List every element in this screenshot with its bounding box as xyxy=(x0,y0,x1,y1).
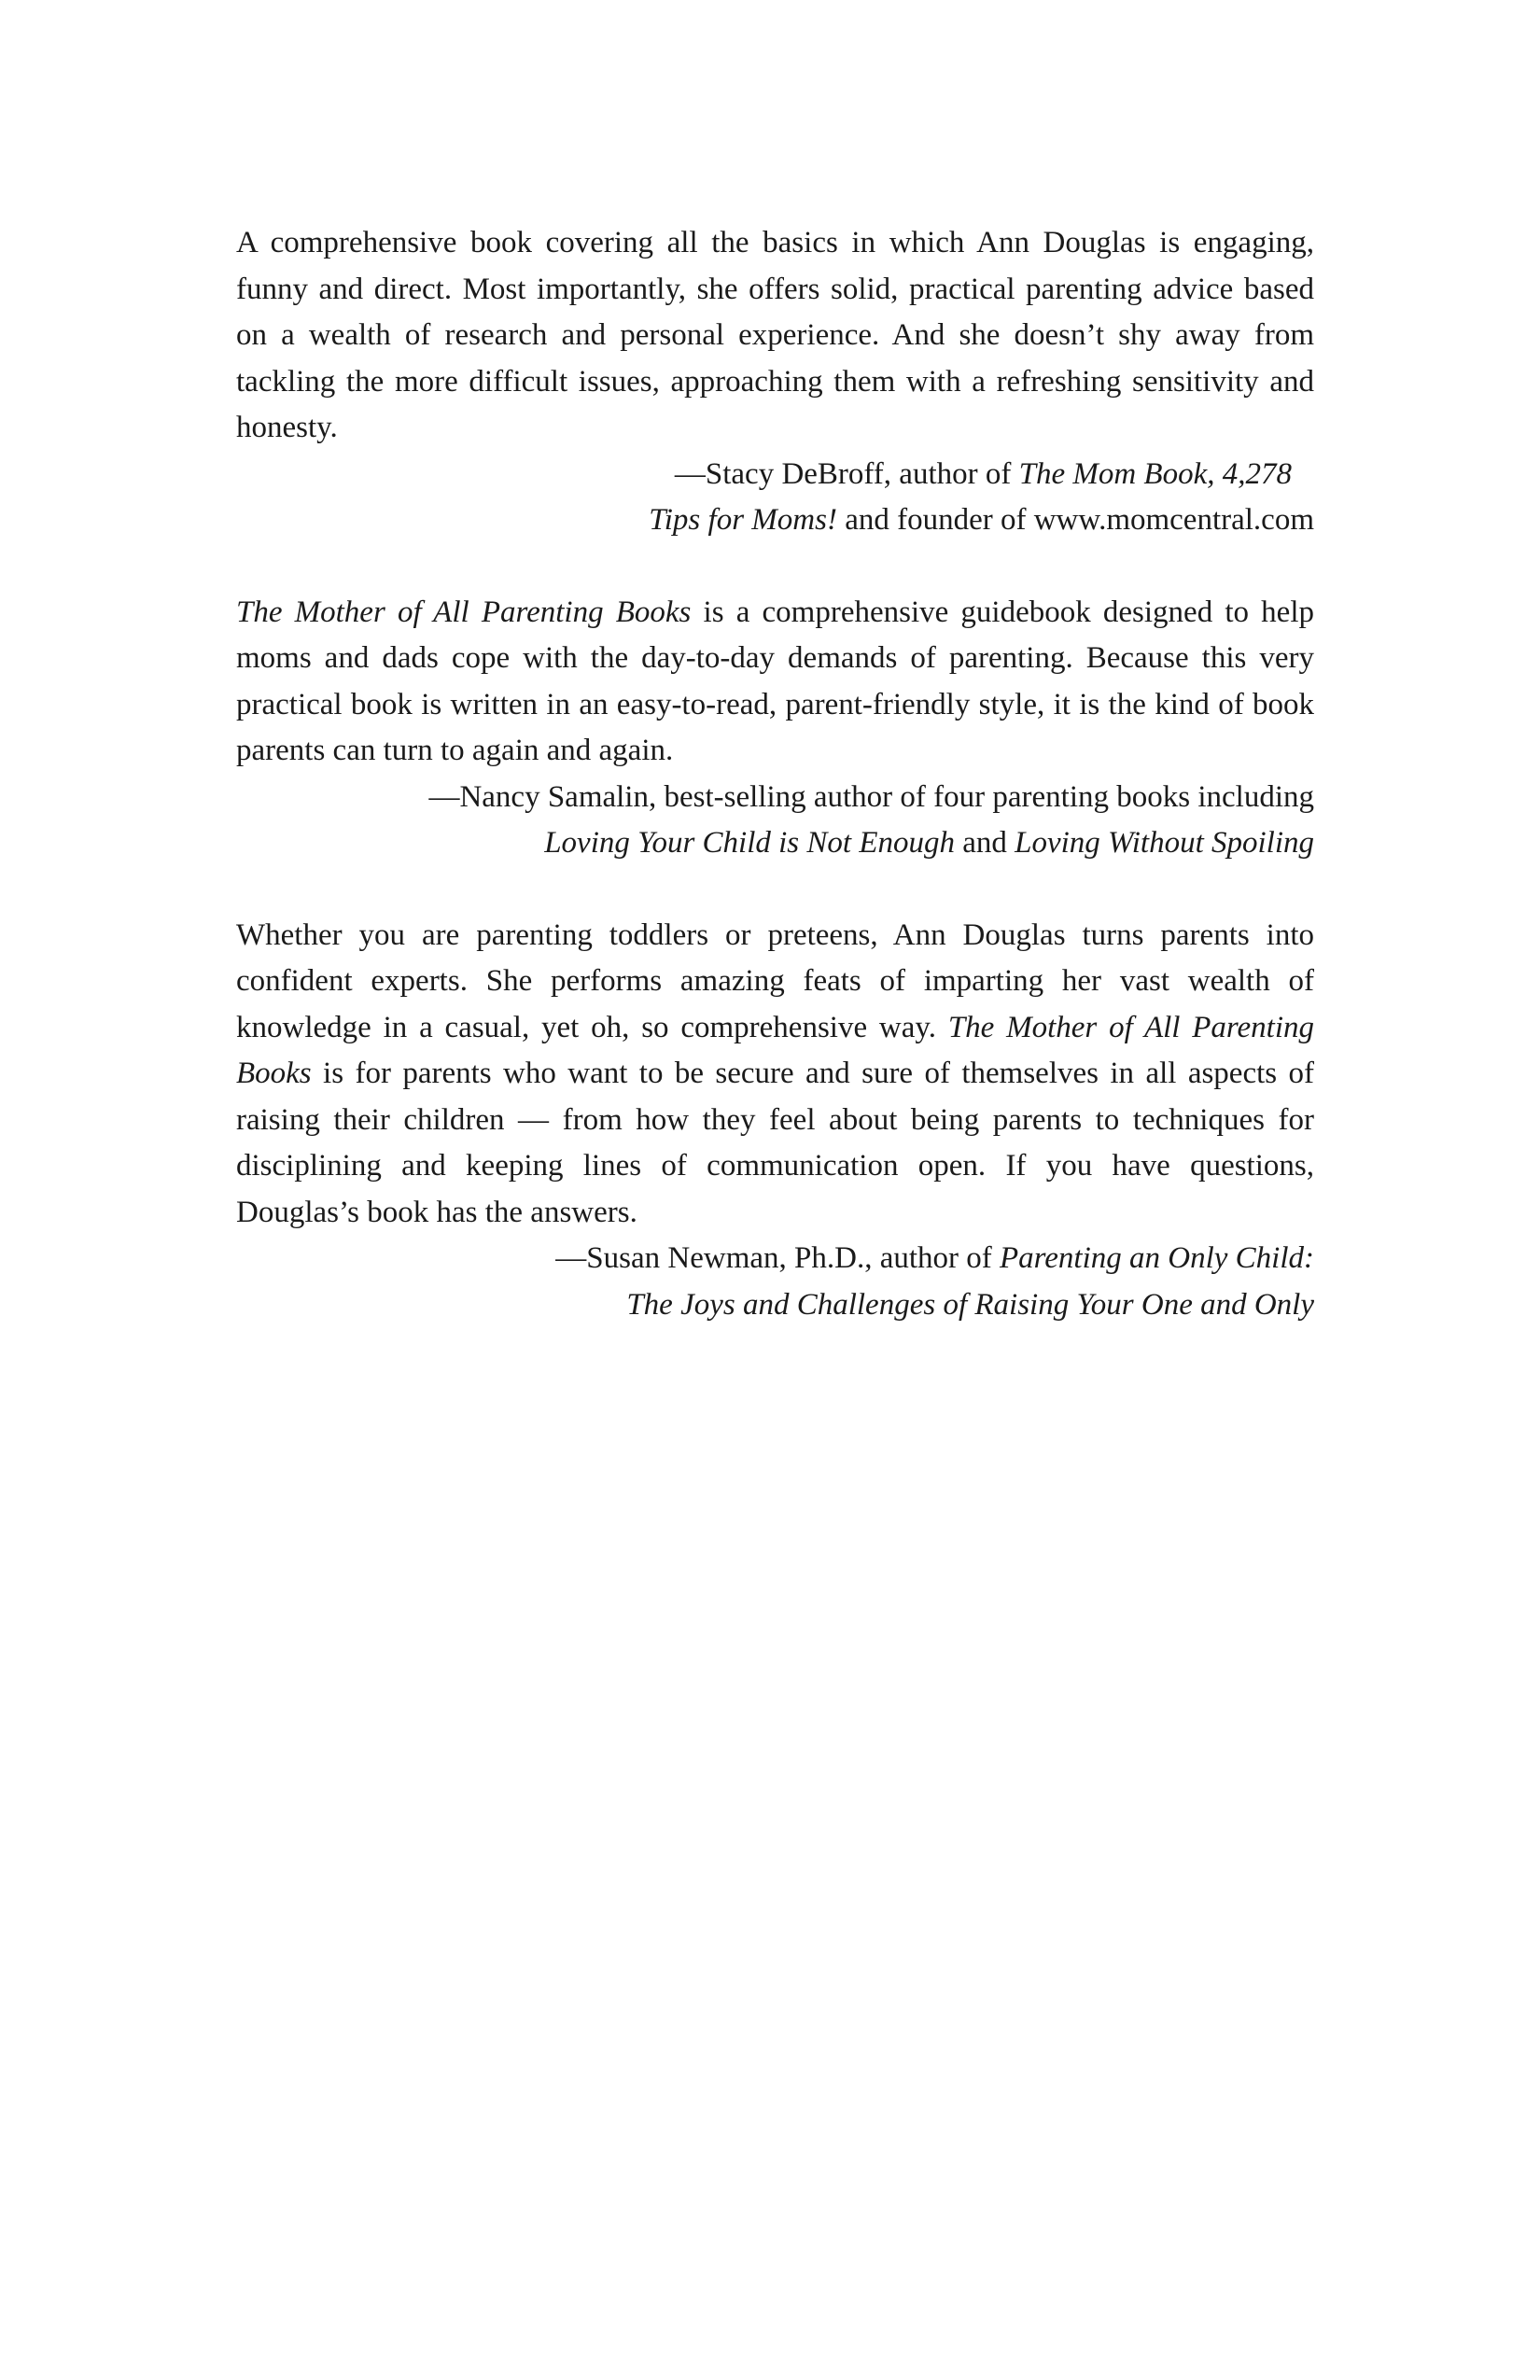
book-title: The Mother of All Parenting Books xyxy=(236,1010,1315,1090)
endorsement-quote: The Mother of All Parenting Books is a comprehensive guidebook designed to help moms and dads cope with the day-to-day demands of parenting. Because this very practical book is written in an easy-to-read, parent-friendly style, it is the kind of book parents can turn to again and again. xyxy=(236,595,1314,767)
attribution-line: Tips for Moms! and founder of www.momcentral.com xyxy=(649,503,1314,537)
endorsement-quote: Whether you are parenting toddlers or preteens, Ann Douglas turns parents into confident experts. She performs amazing feats of imparting her vast wealth of knowledge in a casual, yet oh, so comprehensive way. The Mother of All Parenting Books is for parents who want to be secure and sure of themselves in all aspects of raising their children — from how they feel about being parents to techniques for disciplining and keeping lines of communication open. If you have questions, Douglas’s book has the answers. xyxy=(236,917,1315,1229)
book-title: The Mom Book, 4,278 xyxy=(1018,456,1292,491)
book-title: Loving Without Spoiling xyxy=(1015,826,1314,860)
endorsement-quote: A comprehensive book covering all the basics in which Ann Douglas is engaging, funny and direct. Most importantly, she offers solid, practical parenting advice based on a wealth of research and personal experience. And she doesn’t shy away from tackling the more difficult issues, approaching them with a refreshing sensitivity and honesty. xyxy=(236,226,1314,444)
endorsements-page xyxy=(236,220,1314,1328)
attribution-line xyxy=(236,1282,1314,1329)
attribution-line: —Stacy DeBroff, author of The Mom Book, 4,278 xyxy=(674,456,1292,491)
book-title: Parenting an Only Child: xyxy=(1000,1241,1314,1275)
attribution-line: —Nancy Samalin, best-selling author of four parenting books including xyxy=(428,779,1314,814)
attribution-line: Loving Your Child is Not Enough and Loving Without Spoiling xyxy=(544,826,1314,860)
book-title: The Joys and Challenges of Raising Your One and Only xyxy=(626,1287,1314,1322)
endorsement-attribution xyxy=(236,1236,1314,1328)
endorsement-debroff xyxy=(236,220,1314,544)
endorsement-attribution xyxy=(236,452,1314,544)
attribution-line: —Susan Newman, Ph.D., author of Parenting an Only Child: xyxy=(555,1241,1314,1275)
endorsement-attribution xyxy=(236,775,1314,867)
book-title: Tips for Moms! xyxy=(649,503,837,537)
endorsement-samalin xyxy=(236,590,1314,867)
book-title: Loving Your Child is Not Enough xyxy=(544,826,955,860)
endorsement-newman xyxy=(236,913,1314,1329)
book-title: The Mother of All Parenting Books xyxy=(236,595,692,629)
